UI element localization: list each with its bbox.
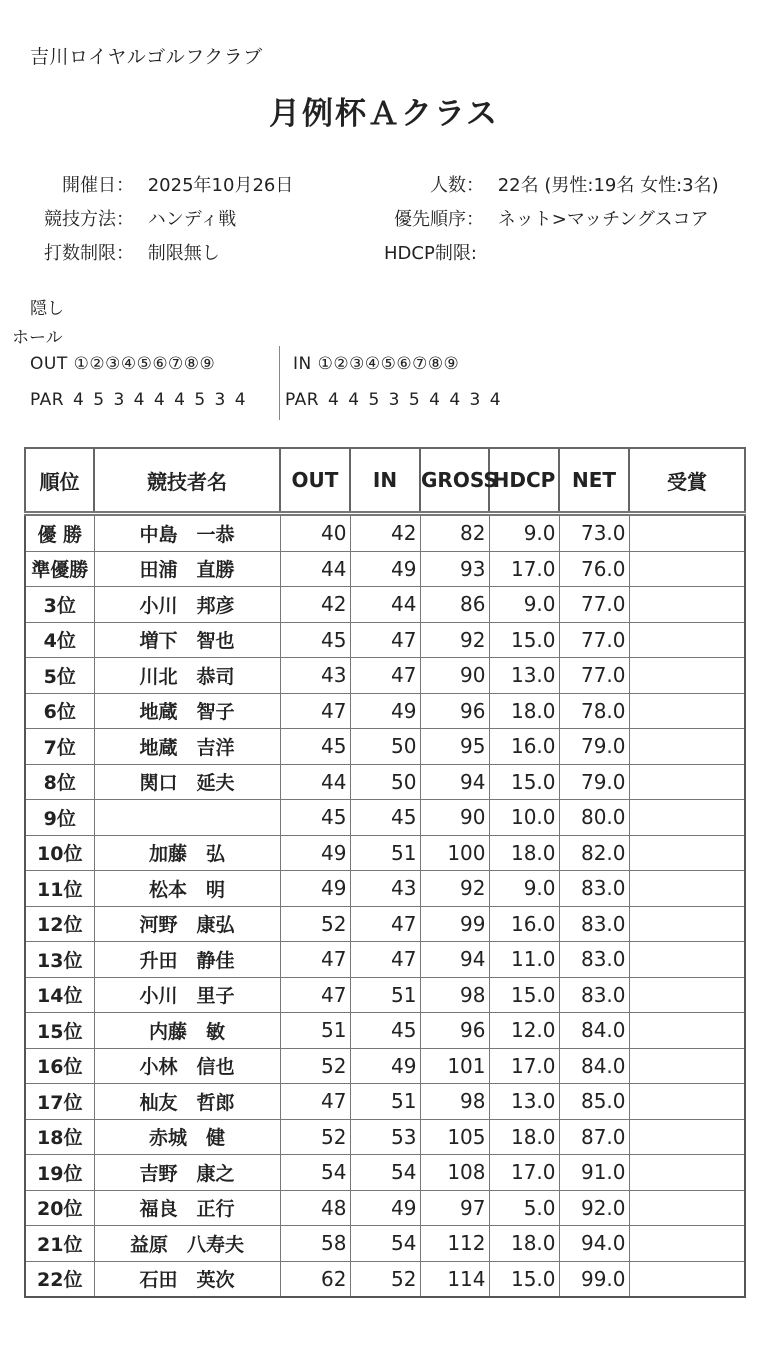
award-cell xyxy=(629,693,745,729)
hdcp-cell: 15.0 xyxy=(489,1261,559,1297)
hdcp-cell: 16.0 xyxy=(489,729,559,765)
award-cell xyxy=(629,587,745,623)
club-name: 吉川ロイヤルゴルフクラブ xyxy=(30,46,263,68)
out-cell: 52 xyxy=(280,1048,350,1084)
out-cell: 62 xyxy=(280,1261,350,1297)
out-cell: 40 xyxy=(280,514,350,552)
hdcp-cell: 18.0 xyxy=(489,693,559,729)
out-cell: 54 xyxy=(280,1155,350,1191)
hdcp-cell: 18.0 xyxy=(489,1119,559,1155)
header-name: 競技者名 xyxy=(94,448,280,514)
hdcp-cell: 10.0 xyxy=(489,800,559,836)
name-cell: 小林 信也 xyxy=(94,1048,280,1084)
award-cell xyxy=(629,1155,745,1191)
in-cell: 43 xyxy=(350,871,420,907)
in-cell: 51 xyxy=(350,977,420,1013)
out-cell: 51 xyxy=(280,1013,350,1049)
net-cell: 83.0 xyxy=(559,977,629,1013)
name-cell: 増下 智也 xyxy=(94,622,280,658)
award-cell xyxy=(629,1084,745,1120)
name-cell: 小川 邦彦 xyxy=(94,587,280,623)
award-cell xyxy=(629,835,745,871)
net-cell: 91.0 xyxy=(559,1155,629,1191)
name-cell: 松本 明 xyxy=(94,871,280,907)
table-row xyxy=(25,587,745,623)
table-row xyxy=(25,729,745,765)
hdcp-cell: 13.0 xyxy=(489,658,559,694)
header-out: OUT xyxy=(280,448,350,514)
net-cell: 77.0 xyxy=(559,658,629,694)
name-cell: 加藤 弘 xyxy=(94,835,280,871)
net-cell: 78.0 xyxy=(559,693,629,729)
rank-cell: 9位 xyxy=(25,800,94,836)
award-cell xyxy=(629,514,745,552)
info-count xyxy=(380,171,719,197)
out-cell: 58 xyxy=(280,1226,350,1262)
info-hdcp-limit xyxy=(384,239,477,265)
rank-cell: 21位 xyxy=(25,1226,94,1262)
rank-cell: 14位 xyxy=(25,977,94,1013)
table-row xyxy=(25,942,745,978)
net-cell: 85.0 xyxy=(559,1084,629,1120)
award-cell xyxy=(629,551,745,587)
date-value: 2025年10月26日 xyxy=(147,175,294,196)
in-cell: 42 xyxy=(350,514,420,552)
name-cell: 升田 静佳 xyxy=(94,942,280,978)
in-cell: 49 xyxy=(350,551,420,587)
out-cell: 44 xyxy=(280,764,350,800)
page-title: 月例杯Ａクラス xyxy=(268,96,500,132)
table-row xyxy=(25,693,745,729)
rank-cell: 12位 xyxy=(25,906,94,942)
hdcp-cell: 11.0 xyxy=(489,942,559,978)
hdcp-cell: 15.0 xyxy=(489,622,559,658)
name-cell xyxy=(94,800,280,836)
award-cell xyxy=(629,1261,745,1297)
name-cell: 小川 里子 xyxy=(94,977,280,1013)
in-cell: 53 xyxy=(350,1119,420,1155)
name-cell: 中島 一恭 xyxy=(94,514,280,552)
rank-cell: 優 勝 xyxy=(25,514,94,552)
name-cell: 益原 八寿夫 xyxy=(94,1226,280,1262)
table-row xyxy=(25,658,745,694)
hdcp-cell: 15.0 xyxy=(489,764,559,800)
hdcp-cell: 9.0 xyxy=(489,514,559,552)
rank-cell: 17位 xyxy=(25,1084,94,1120)
in-cell: 45 xyxy=(350,800,420,836)
table-row xyxy=(25,622,745,658)
net-cell: 77.0 xyxy=(559,587,629,623)
rank-cell: 15位 xyxy=(25,1013,94,1049)
hdcp-cell: 18.0 xyxy=(489,835,559,871)
net-cell: 87.0 xyxy=(559,1119,629,1155)
rank-cell: 4位 xyxy=(25,622,94,658)
rank-cell: 5位 xyxy=(25,658,94,694)
gross-cell: 101 xyxy=(420,1048,489,1084)
net-cell: 83.0 xyxy=(559,871,629,907)
info-priority xyxy=(380,205,709,231)
table-row xyxy=(25,1084,745,1120)
hdcp-cell: 9.0 xyxy=(489,587,559,623)
gross-cell: 92 xyxy=(420,622,489,658)
out-cell: 49 xyxy=(280,871,350,907)
net-cell: 80.0 xyxy=(559,800,629,836)
gross-cell: 112 xyxy=(420,1226,489,1262)
award-cell xyxy=(629,1048,745,1084)
net-cell: 83.0 xyxy=(559,942,629,978)
net-cell: 84.0 xyxy=(559,1013,629,1049)
name-cell: 関口 延夫 xyxy=(94,764,280,800)
table-row xyxy=(25,1261,745,1297)
out-cell: 52 xyxy=(280,906,350,942)
in-cell: 54 xyxy=(350,1155,420,1191)
in-cell: 50 xyxy=(350,764,420,800)
hidden-holes-label-2: ホール xyxy=(12,328,63,348)
award-cell xyxy=(629,871,745,907)
hdcp-cell: 17.0 xyxy=(489,1155,559,1191)
table-header-row xyxy=(25,448,745,514)
header-award: 受賞 xyxy=(629,448,745,514)
rank-cell: 16位 xyxy=(25,1048,94,1084)
count-label: 人数： xyxy=(430,175,484,196)
net-cell: 82.0 xyxy=(559,835,629,871)
out-cell: 49 xyxy=(280,835,350,871)
gross-cell: 94 xyxy=(420,942,489,978)
out-cell: 42 xyxy=(280,587,350,623)
gross-cell: 86 xyxy=(420,587,489,623)
holes-divider xyxy=(279,346,280,420)
net-cell: 92.0 xyxy=(559,1190,629,1226)
limit-label: 打数制限： xyxy=(44,243,134,264)
net-cell: 77.0 xyxy=(559,622,629,658)
gross-cell: 105 xyxy=(420,1119,489,1155)
in-par: PAR 4 4 5 3 5 4 4 3 4 xyxy=(285,390,502,410)
in-cell: 49 xyxy=(350,1048,420,1084)
in-cell: 51 xyxy=(350,1084,420,1120)
award-cell xyxy=(629,1013,745,1049)
table-row xyxy=(25,835,745,871)
header-gross: GROSS xyxy=(420,448,489,514)
gross-cell: 95 xyxy=(420,729,489,765)
rank-cell: 6位 xyxy=(25,693,94,729)
name-cell: 河野 康弘 xyxy=(94,906,280,942)
rank-cell: 8位 xyxy=(25,764,94,800)
table-row xyxy=(25,977,745,1013)
out-holes: OUT ①②③④⑤⑥⑦⑧⑨ xyxy=(30,354,216,374)
hdcp-cell: 9.0 xyxy=(489,871,559,907)
table-row xyxy=(25,1190,745,1226)
in-cell: 47 xyxy=(350,942,420,978)
name-cell: 田浦 直勝 xyxy=(94,551,280,587)
name-cell: 吉野 康之 xyxy=(94,1155,280,1191)
in-cell: 51 xyxy=(350,835,420,871)
net-cell: 84.0 xyxy=(559,1048,629,1084)
in-holes: IN ①②③④⑤⑥⑦⑧⑨ xyxy=(293,354,460,374)
in-cell: 47 xyxy=(350,658,420,694)
priority-value: ネット>マッチングスコア xyxy=(497,209,709,230)
table-row xyxy=(25,1119,745,1155)
name-cell: 石田 英次 xyxy=(94,1261,280,1297)
table-row xyxy=(25,551,745,587)
award-cell xyxy=(629,729,745,765)
limit-value: 制限無し xyxy=(147,243,220,264)
name-cell: 内藤 敏 xyxy=(94,1013,280,1049)
out-cell: 44 xyxy=(280,551,350,587)
info-limit xyxy=(30,239,220,265)
award-cell xyxy=(629,658,745,694)
hdcp-cell: 17.0 xyxy=(489,1048,559,1084)
gross-cell: 94 xyxy=(420,764,489,800)
date-label: 開催日： xyxy=(62,175,134,196)
out-cell: 45 xyxy=(280,800,350,836)
in-cell: 49 xyxy=(350,1190,420,1226)
gross-cell: 98 xyxy=(420,1084,489,1120)
results-table xyxy=(24,447,746,1298)
hdcp-cell: 16.0 xyxy=(489,906,559,942)
gross-cell: 92 xyxy=(420,871,489,907)
gross-cell: 99 xyxy=(420,906,489,942)
hdcp-limit-label: HDCP制限: xyxy=(384,243,477,264)
award-cell xyxy=(629,977,745,1013)
gross-cell: 93 xyxy=(420,551,489,587)
rank-cell: 18位 xyxy=(25,1119,94,1155)
out-cell: 47 xyxy=(280,1084,350,1120)
header-net: NET xyxy=(559,448,629,514)
table-row xyxy=(25,800,745,836)
name-cell: 地蔵 智子 xyxy=(94,693,280,729)
header-rank: 順位 xyxy=(25,448,94,514)
rank-cell: 11位 xyxy=(25,871,94,907)
hdcp-cell: 15.0 xyxy=(489,977,559,1013)
award-cell xyxy=(629,1119,745,1155)
gross-cell: 90 xyxy=(420,800,489,836)
gross-cell: 114 xyxy=(420,1261,489,1297)
name-cell: 杣友 哲郎 xyxy=(94,1084,280,1120)
priority-label: 優先順序： xyxy=(394,209,484,230)
net-cell: 99.0 xyxy=(559,1261,629,1297)
hidden-holes-label-1: 隠し xyxy=(30,299,64,319)
table-row xyxy=(25,1013,745,1049)
in-cell: 44 xyxy=(350,587,420,623)
in-cell: 50 xyxy=(350,729,420,765)
method-value: ハンディ戦 xyxy=(147,209,237,230)
gross-cell: 108 xyxy=(420,1155,489,1191)
name-cell: 川北 恭司 xyxy=(94,658,280,694)
out-cell: 47 xyxy=(280,942,350,978)
in-cell: 47 xyxy=(350,622,420,658)
award-cell xyxy=(629,622,745,658)
rank-cell: 10位 xyxy=(25,835,94,871)
gross-cell: 98 xyxy=(420,977,489,1013)
table-row xyxy=(25,1048,745,1084)
name-cell: 赤城 健 xyxy=(94,1119,280,1155)
in-cell: 52 xyxy=(350,1261,420,1297)
in-cell: 47 xyxy=(350,906,420,942)
rank-cell: 22位 xyxy=(25,1261,94,1297)
name-cell: 福良 正行 xyxy=(94,1190,280,1226)
out-cell: 52 xyxy=(280,1119,350,1155)
info-date xyxy=(30,171,293,197)
hdcp-cell: 12.0 xyxy=(489,1013,559,1049)
in-cell: 49 xyxy=(350,693,420,729)
out-cell: 48 xyxy=(280,1190,350,1226)
award-cell xyxy=(629,906,745,942)
table-row xyxy=(25,1226,745,1262)
out-par: PAR 4 5 3 4 4 4 5 3 4 xyxy=(30,390,247,410)
award-cell xyxy=(629,1226,745,1262)
header-hdcp: HDCP xyxy=(489,448,559,514)
gross-cell: 96 xyxy=(420,693,489,729)
table-row xyxy=(25,906,745,942)
hdcp-cell: 5.0 xyxy=(489,1190,559,1226)
hdcp-cell: 17.0 xyxy=(489,551,559,587)
net-cell: 76.0 xyxy=(559,551,629,587)
table-row xyxy=(25,1155,745,1191)
in-cell: 54 xyxy=(350,1226,420,1262)
award-cell xyxy=(629,942,745,978)
gross-cell: 97 xyxy=(420,1190,489,1226)
gross-cell: 90 xyxy=(420,658,489,694)
rank-cell: 20位 xyxy=(25,1190,94,1226)
header-in: IN xyxy=(350,448,420,514)
net-cell: 73.0 xyxy=(559,514,629,552)
rank-cell: 19位 xyxy=(25,1155,94,1191)
out-cell: 45 xyxy=(280,622,350,658)
method-label: 競技方法： xyxy=(44,209,134,230)
award-cell xyxy=(629,800,745,836)
hdcp-cell: 13.0 xyxy=(489,1084,559,1120)
award-cell xyxy=(629,764,745,800)
table-row xyxy=(25,514,745,552)
rank-cell: 準優勝 xyxy=(25,551,94,587)
net-cell: 83.0 xyxy=(559,906,629,942)
net-cell: 79.0 xyxy=(559,729,629,765)
gross-cell: 96 xyxy=(420,1013,489,1049)
gross-cell: 82 xyxy=(420,514,489,552)
net-cell: 94.0 xyxy=(559,1226,629,1262)
table-row xyxy=(25,764,745,800)
table-row xyxy=(25,871,745,907)
out-cell: 43 xyxy=(280,658,350,694)
rank-cell: 13位 xyxy=(25,942,94,978)
info-method xyxy=(30,205,236,231)
out-cell: 47 xyxy=(280,693,350,729)
rank-cell: 3位 xyxy=(25,587,94,623)
net-cell: 79.0 xyxy=(559,764,629,800)
in-cell: 45 xyxy=(350,1013,420,1049)
hdcp-cell: 18.0 xyxy=(489,1226,559,1262)
count-value: 22名 (男性:19名 女性:3名) xyxy=(497,175,719,196)
name-cell: 地蔵 吉洋 xyxy=(94,729,280,765)
out-cell: 47 xyxy=(280,977,350,1013)
rank-cell: 7位 xyxy=(25,729,94,765)
award-cell xyxy=(629,1190,745,1226)
gross-cell: 100 xyxy=(420,835,489,871)
out-cell: 45 xyxy=(280,729,350,765)
